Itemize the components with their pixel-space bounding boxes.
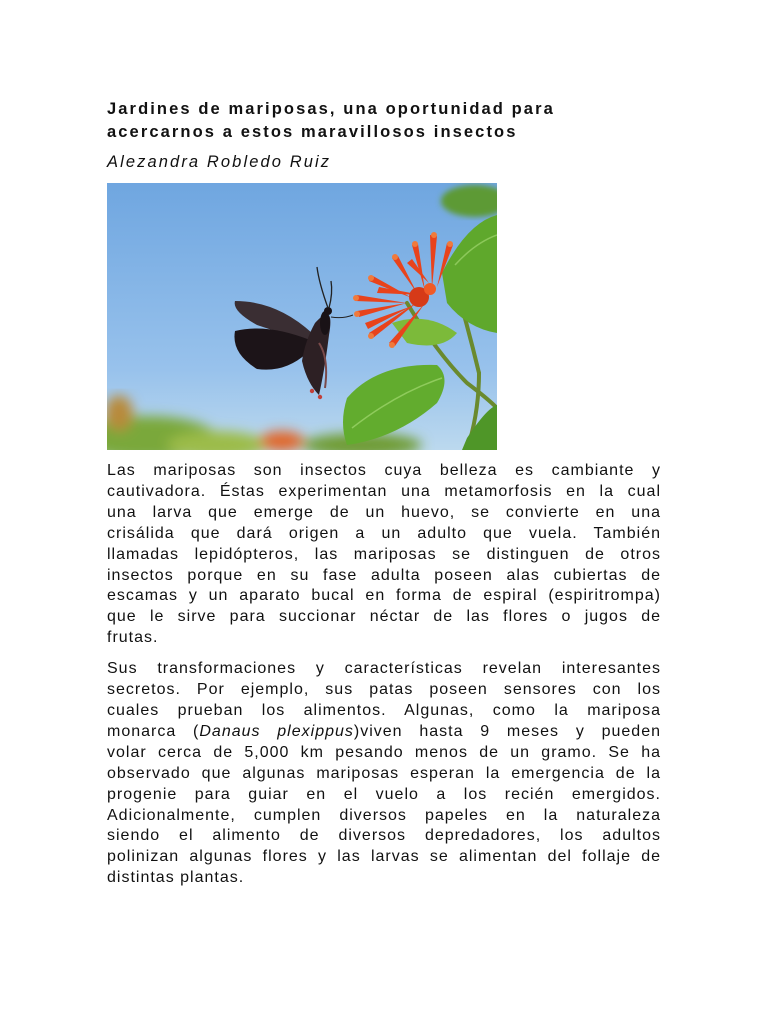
- paragraph-line: llamadas lepidópteros, las mariposas se distinguen de otros: [107, 545, 661, 563]
- paragraph-line: cautivadora. Éstas experimentan una metamorfosis en la cual: [107, 482, 661, 500]
- paragraph-line: insectos porque en su fase adulta poseen alas cubiertas de: [107, 566, 661, 584]
- paragraph-line: Las mariposas son insectos cuya belleza es cambiante y: [107, 462, 661, 479]
- paragraph-line: distintas plantas.: [107, 869, 245, 887]
- paragraph-line-species: [107, 722, 661, 743]
- paragraph-2: [107, 659, 661, 889]
- paragraph-line: progenie para guiar en el vuelo a los recién emergidos.: [107, 785, 661, 803]
- paragraph-line: polinizan algunas flores y las larvas se alimentan del follaje de: [107, 848, 661, 866]
- butterfly-photo: [107, 183, 497, 450]
- paragraph-line: Adicionalmente, cumplen diversos papeles en la naturaleza: [107, 806, 661, 824]
- article-title-line-1: Jardines de mariposas, una oportunidad para: [107, 100, 555, 118]
- paragraph-line: que le sirve para succionar néctar de las flores o jugos de: [107, 608, 661, 626]
- article-title: [107, 98, 661, 144]
- document-page: [107, 98, 661, 889]
- paragraph-line: volar cerca de 5,000 km pesando menos de un gramo. Se ha: [107, 743, 661, 761]
- paragraph-line: Sus transformaciones y características revelan interesantes: [107, 660, 661, 678]
- sky-background: [107, 183, 497, 450]
- article-title-line-2: acercarnos a estos maravillosos insectos: [107, 123, 518, 141]
- text-segment: monarca (: [107, 722, 200, 740]
- paragraph-line: una larva que emerge de un huevo, se convierte en una: [107, 503, 661, 521]
- paragraph-line: secretos. Por ejemplo, sus patas poseen sensores con los: [107, 681, 661, 699]
- article-author: Alezandra Robledo Ruiz: [107, 153, 332, 171]
- paragraph-line: frutas.: [107, 629, 159, 647]
- paragraph-line: escamas y un aparato bucal en forma de espiral (espiritrompa): [107, 587, 661, 605]
- text-segment: )viven hasta 9 meses y pueden: [353, 722, 661, 740]
- paragraph-line: observado que algunas mariposas esperan la emergencia de la: [107, 764, 661, 782]
- paragraph-line: crisálida que dará origen a un adulto que vuela. También: [107, 524, 661, 542]
- paragraph-1: [107, 461, 661, 649]
- paragraph-line: cuales prueban los alimentos. Algunas, como la mariposa: [107, 701, 661, 719]
- paragraph-line: siendo el alimento de diversos depredadores, los adultos: [107, 827, 661, 845]
- species-name: Danaus plexippus: [199, 722, 354, 740]
